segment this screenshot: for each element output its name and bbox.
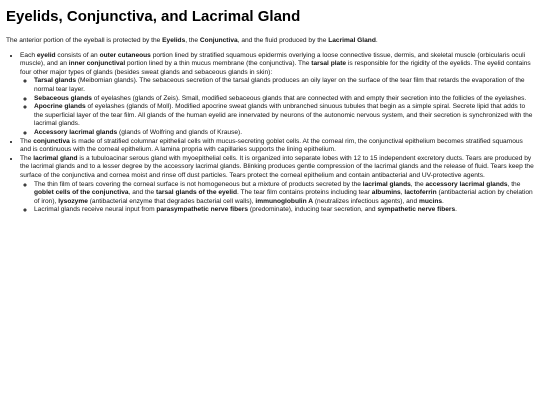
term-lysozyme: lysozyme [58,197,88,205]
term-conjunctiva: conjunctiva [33,137,70,145]
film-text: , the [507,180,521,188]
intro-text: The anterior portion of the eyeball is protected by the [6,37,163,44]
film-text: . [442,197,444,205]
gland-description: of eyelashes (glands of Moll). Modified apocrine sweat glands with unbranched sinuous tubules that begin as a simple spiral. Secrete lipid that adds to the superficial layer of the tear film. All glands of the human eyelid are innervated by neurons of the autonomic nervous system, and their secretion is synchronized with the lacrimal glands. [34,103,533,128]
eyelid-text: Each [20,51,37,59]
lacrimal-text: The [20,154,34,162]
nerve-text: (predominate), inducing tear secretion, and [248,206,378,214]
film-text: , and the [128,189,157,197]
list-item-lacrimal [20,155,534,215]
term-lacrimal-gland: lacrimal gland [33,154,78,162]
intro-text: , and the fluid produced by the [237,37,329,44]
film-text: , the [410,180,426,188]
gland-name: Tarsal glands [34,77,77,85]
term-outer-cutaneous: outer cutaneous [99,51,151,59]
term-lactoferrin: lactoferrin [404,189,437,197]
term-tarsal-plate: tarsal plate [311,60,347,68]
list-item-gland [34,95,534,104]
gland-name: Sebaceous glands [34,94,92,102]
term-eyelids: Eyelids [162,37,186,44]
main-list [6,52,534,215]
list-item-eyelid [20,52,534,138]
term-albumins: albumins [371,189,401,197]
eyelid-text: portion lined by a thin mucus membrane (the conjunctiva). The [125,60,312,68]
eyelid-glands-list [20,77,534,137]
gland-description: (Meibomian glands). The sebaceous secretion of the tarsal glands produces an oily layer on the surface of the tear film that retards the evaporation of the normal tear layer. [34,77,525,93]
term-conjunctiva: Conjunctiva [199,37,238,44]
term-lacrimal-gland: Lacrimal Gland [328,37,376,44]
term-mucins: mucins [418,197,443,205]
lacrimal-sub-list [20,181,534,215]
gland-name: Accessory lacrimal glands [34,128,118,136]
film-text: (antibacterial action by chelation of iron), [34,189,533,205]
term-inner-conjunctival: inner conjunctival [68,60,126,68]
intro-text: , the [185,37,200,44]
list-item-gland [34,103,534,129]
list-item-gland [34,77,534,94]
gland-name: Apocrine glands [34,103,86,111]
film-text: , [400,189,405,197]
film-text: (neutralizes infectious agents), and [313,197,419,205]
nerve-text: Lacrimal glands receive neural input from [34,206,157,214]
film-text: (antibacterial enzyme that degrades bacterial cell walls), [87,197,256,205]
conjunctiva-text: The [20,137,34,145]
term-lacrimal-glands: lacrimal glands [362,180,411,188]
term-eyelid: eyelid [36,51,56,59]
list-item-gland [34,129,534,138]
page-title: Eyelids, Conjunctiva, and Lacrimal Gland [6,8,301,25]
film-text: . The tear film contains proteins including tear [237,189,372,197]
term-parasympathetic: parasympathetic nerve fibers [156,206,249,214]
term-tarsal-glands: tarsal glands of the eyelid [156,189,238,197]
film-text: The thin film of tears covering the corneal surface is not homogeneous but a mixture of products secreted by the [34,180,363,188]
eyelid-text: is responsible for the rigidity of the eyelids. The eyelid contains four other major types of glands (besides sweat glands and sebaceous glands in skin): [20,60,531,76]
conjunctiva-text: is made of stratified columnar epithelial cells with mucus-secreting goblet cells. At the corneal rim, the conjunctival epithelium becomes stratified squamous and is continuous with the corneal epithelium. A lamina propria with capillaries supports the lining epithelium. [20,137,523,154]
term-accessory-lacrimal-glands: accessory lacrimal glands [425,180,508,188]
intro-text: . [375,37,378,44]
gland-description: of eyelashes (glands of Zeis). Small, modified sebaceous glands that are connected with and empty their secretion into the follicles of the eyelashes. [91,94,527,102]
list-item-conjunctiva [20,138,534,155]
gland-description: (glands of Wolfring and glands of Krause). [117,128,243,136]
list-item-neural-input [34,206,534,215]
lacrimal-text: is a tubuloacinar serous gland with myoepithelial cells. It is organized into separate lobes with 12 to 15 independent excretory ducts. Tears are produced by the lacrimal glands and to a lesser degree by the accessory lacrimal glands. Blinking produces gentle compression of the lacrimal glands and the release of fluid. Tears keep the surface of the conjunctiva and cornea moist and rinse off dust particles. Tears protect the corneal epithelium and contain antibacterial and UV-protective agents. [20,154,534,179]
eyelid-text: portion lined by stratified squamous epidermis overlying a loose connective tissue, dermis, and skeletal muscle (orbicularis oculi muscle), and an [20,51,526,68]
intro-paragraph [6,37,534,46]
term-immunoglobulin-a: immunoglobulin A [255,197,314,205]
nerve-text: . [455,206,457,214]
list-item-tear-film [34,181,534,207]
eyelid-text: consists of an [55,51,100,59]
term-goblet-cells: goblet cells of the conjunctiva [34,189,129,197]
term-sympathetic: sympathetic nerve fibers [377,206,456,214]
